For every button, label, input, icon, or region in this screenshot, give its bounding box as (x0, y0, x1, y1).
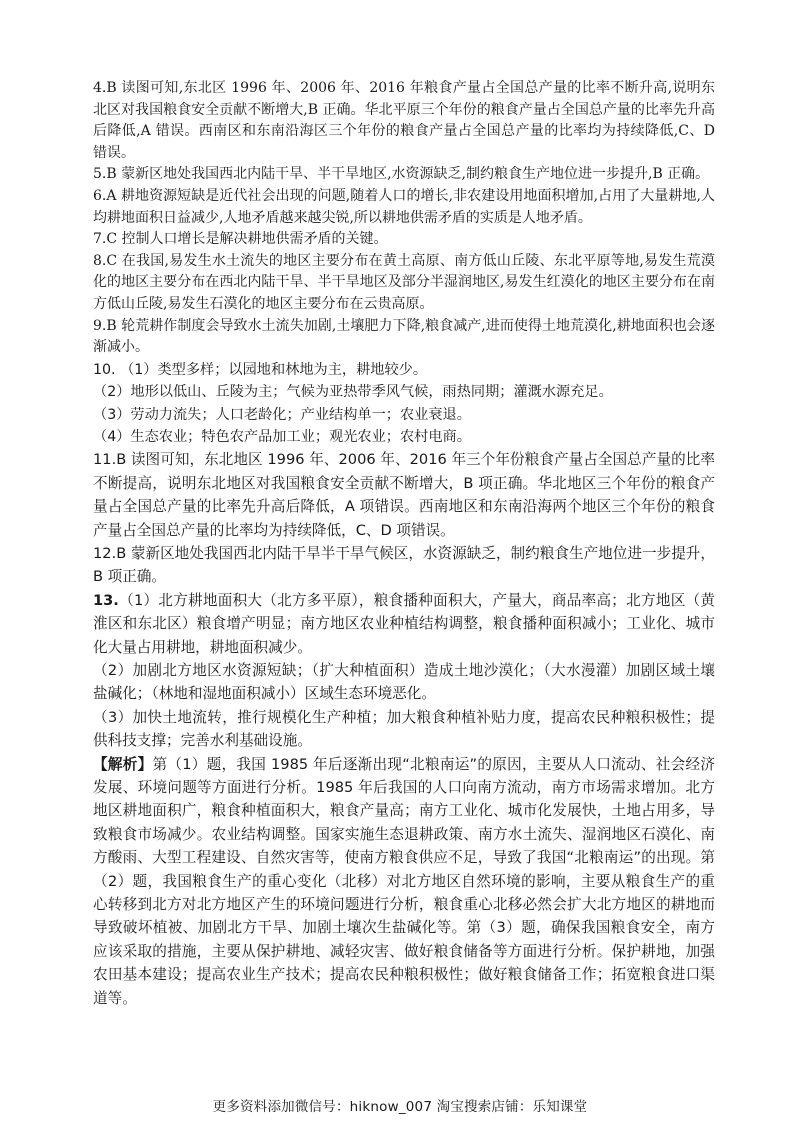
answer-13-part3: （3）加快土地流转，推行规模化生产种植；加大粮食种植补贴力度，提高农民种粮积极性；提供科技支撑；完善水利基础设施。 (93, 708, 715, 750)
answer-10-part1: 10. （1）类型多样；以园地和林地为主，耕地较少。 (93, 361, 428, 378)
answer-document (93, 78, 715, 1010)
answer-7: 7.C 控制人口增长是解决耕地供需矛盾的关键。 (93, 231, 388, 248)
answer-9: 9.B 轮荒耕作制度会导致水土流失加剧,土壤肥力下降,粮食减产,进而使得土地荒漠化,耕地面积也会逐渐减小。 (93, 317, 715, 356)
answer-5: 5.B 蒙新区地处我国西北内陆干旱、半干旱地区,水资源缺乏,制约粮食生产地位进一步提升,B 正确。 (93, 166, 710, 183)
answer-10-part2: （2）地形以低山、丘陵为主；气候为亚热带季风气候，雨热同期；灌溉水源充足。 (93, 384, 613, 401)
answer-13-part1-text: （1）北方耕地面积大（北方多平原），粮食播种面积大，产量大，商品率高；北方地区（黄淮区和东北区）粮食增产明显；南方地区农业种植结构调整，粮食播种面积减小；工业化、城市化大量占用耕地，耕地面积减少。 (93, 591, 715, 656)
answer-13-part2: （2）加剧北方地区水资源短缺；（扩大种植面积）造成土地沙漠化；（大水漫灌）加剧区域土壤盐碱化；（林地和湿地面积减小）区域生态环境恶化。 (93, 662, 715, 703)
answer-10-part4: （4）生态农业；特色农产品加工业；观光农业；农村电商。 (93, 428, 471, 445)
answer-6: 6.A 耕地资源短缺是近代社会出现的问题,随着人口的增长,非农建设用地面积增加,占用了大量耕地,人均耕地面积日益减少,人地矛盾越来越尖锐,所以耕地供需矛盾的实质是人地矛盾。 (93, 187, 715, 226)
answer-12: 12.B 蒙新区地处我国西北内陆干旱半干旱气候区，水资源缺乏，制约粮食生产地位进一步提升， B 项正确。 (93, 544, 715, 586)
answer-13-part1 (93, 589, 715, 659)
answer-10-part3: （3）劳动力流失；人口老龄化；产业结构单一；农业衰退。 (93, 406, 471, 423)
analysis-label: 【解析】 (93, 755, 153, 773)
answer-4: 4.B 读图可知,东北区 1996 年、2006 年、2016 年粮食产量占全国总产量的比率不断升高,说明东北区对我国粮食安全贡献不断增大,B 正确。华北平原三个年份的粮食产量占全国总产量的比率先升高后降低,A 错误。西南区和东南沿海区三个年份的粮食产量占全国总产量的比率均为持续降低,C、D 错误。 (93, 80, 715, 161)
analysis-paragraph (93, 753, 715, 1010)
answer-11: 11.B 读图可知，东北地区 1996 年、2006 年、2016 年三个年份粮食产量占全国总产量的比率不断提高，说明东北地区对我国粮食安全贡献不断增大，B 项正确。华北地区三个年份的粮食产量占全国总产量的比率先升高后降低，A 项错误。西南地区和东南沿海两个地区三个年份的粮食产量占全国总产量的比率均为持续降低，C、D 项错误。 (93, 451, 715, 539)
answer-8: 8.C 在我国,易发生水土流失的地区主要分布在黄土高原、南方低山丘陵、东北平原等地,易发生荒漠化的地区主要分布在西北内陆干旱、半干旱地区及部分半湿润地区,易发生红漠化的地区主要分布在南方低山丘陵,易发生石漠化的地区主要分布在云贵高原。 (93, 252, 715, 312)
analysis-text: 第（1）题，我国 1985 年后逐渐出现“北粮南运”的原因，主要从人口流动、社会经济发展、环境问题等方面进行分析。1985 年后我国的人口向南方流动，南方市场需求增加。北方地区耕地面积广，粮食种植面积大，粮食产量高；南方工业化、城市化发展快，土地占用多，导致粮食市场减少。农业结构调整。国家实施生态退耕政策、南方水土流失、湿润地区石漠化、南方酸雨、大型工程建设、自然灾害等，使南方粮食供应不足，导致了我国“北粮南运”的出现。第（2）题，我国粮食生产的重心变化（北移）对北方地区自然环境的影响，主要从粮食生产的重心转移到北方对北方地区产生的环境问题进行分析，粮食重心北移必然会扩大北方地区的耕地而导致破坏植被、加剧北方干旱、加剧土壤次生盐碱化等。第（3）题，确保我国粮食安全，南方应该采取的措施，主要从保护耕地、减轻灾害、做好粮食储备等方面进行分析。保护耕地，加强农田基本建设；提高农业生产技术；提高农民种粮积极性；做好粮食储备工作；拓宽粮食进口渠道等。 (93, 755, 715, 1007)
footer-note: 更多资料添加微信号：hiknow_007 淘宝搜索店铺：乐知课堂 (212, 1099, 588, 1115)
question-number: 13. (93, 591, 119, 609)
